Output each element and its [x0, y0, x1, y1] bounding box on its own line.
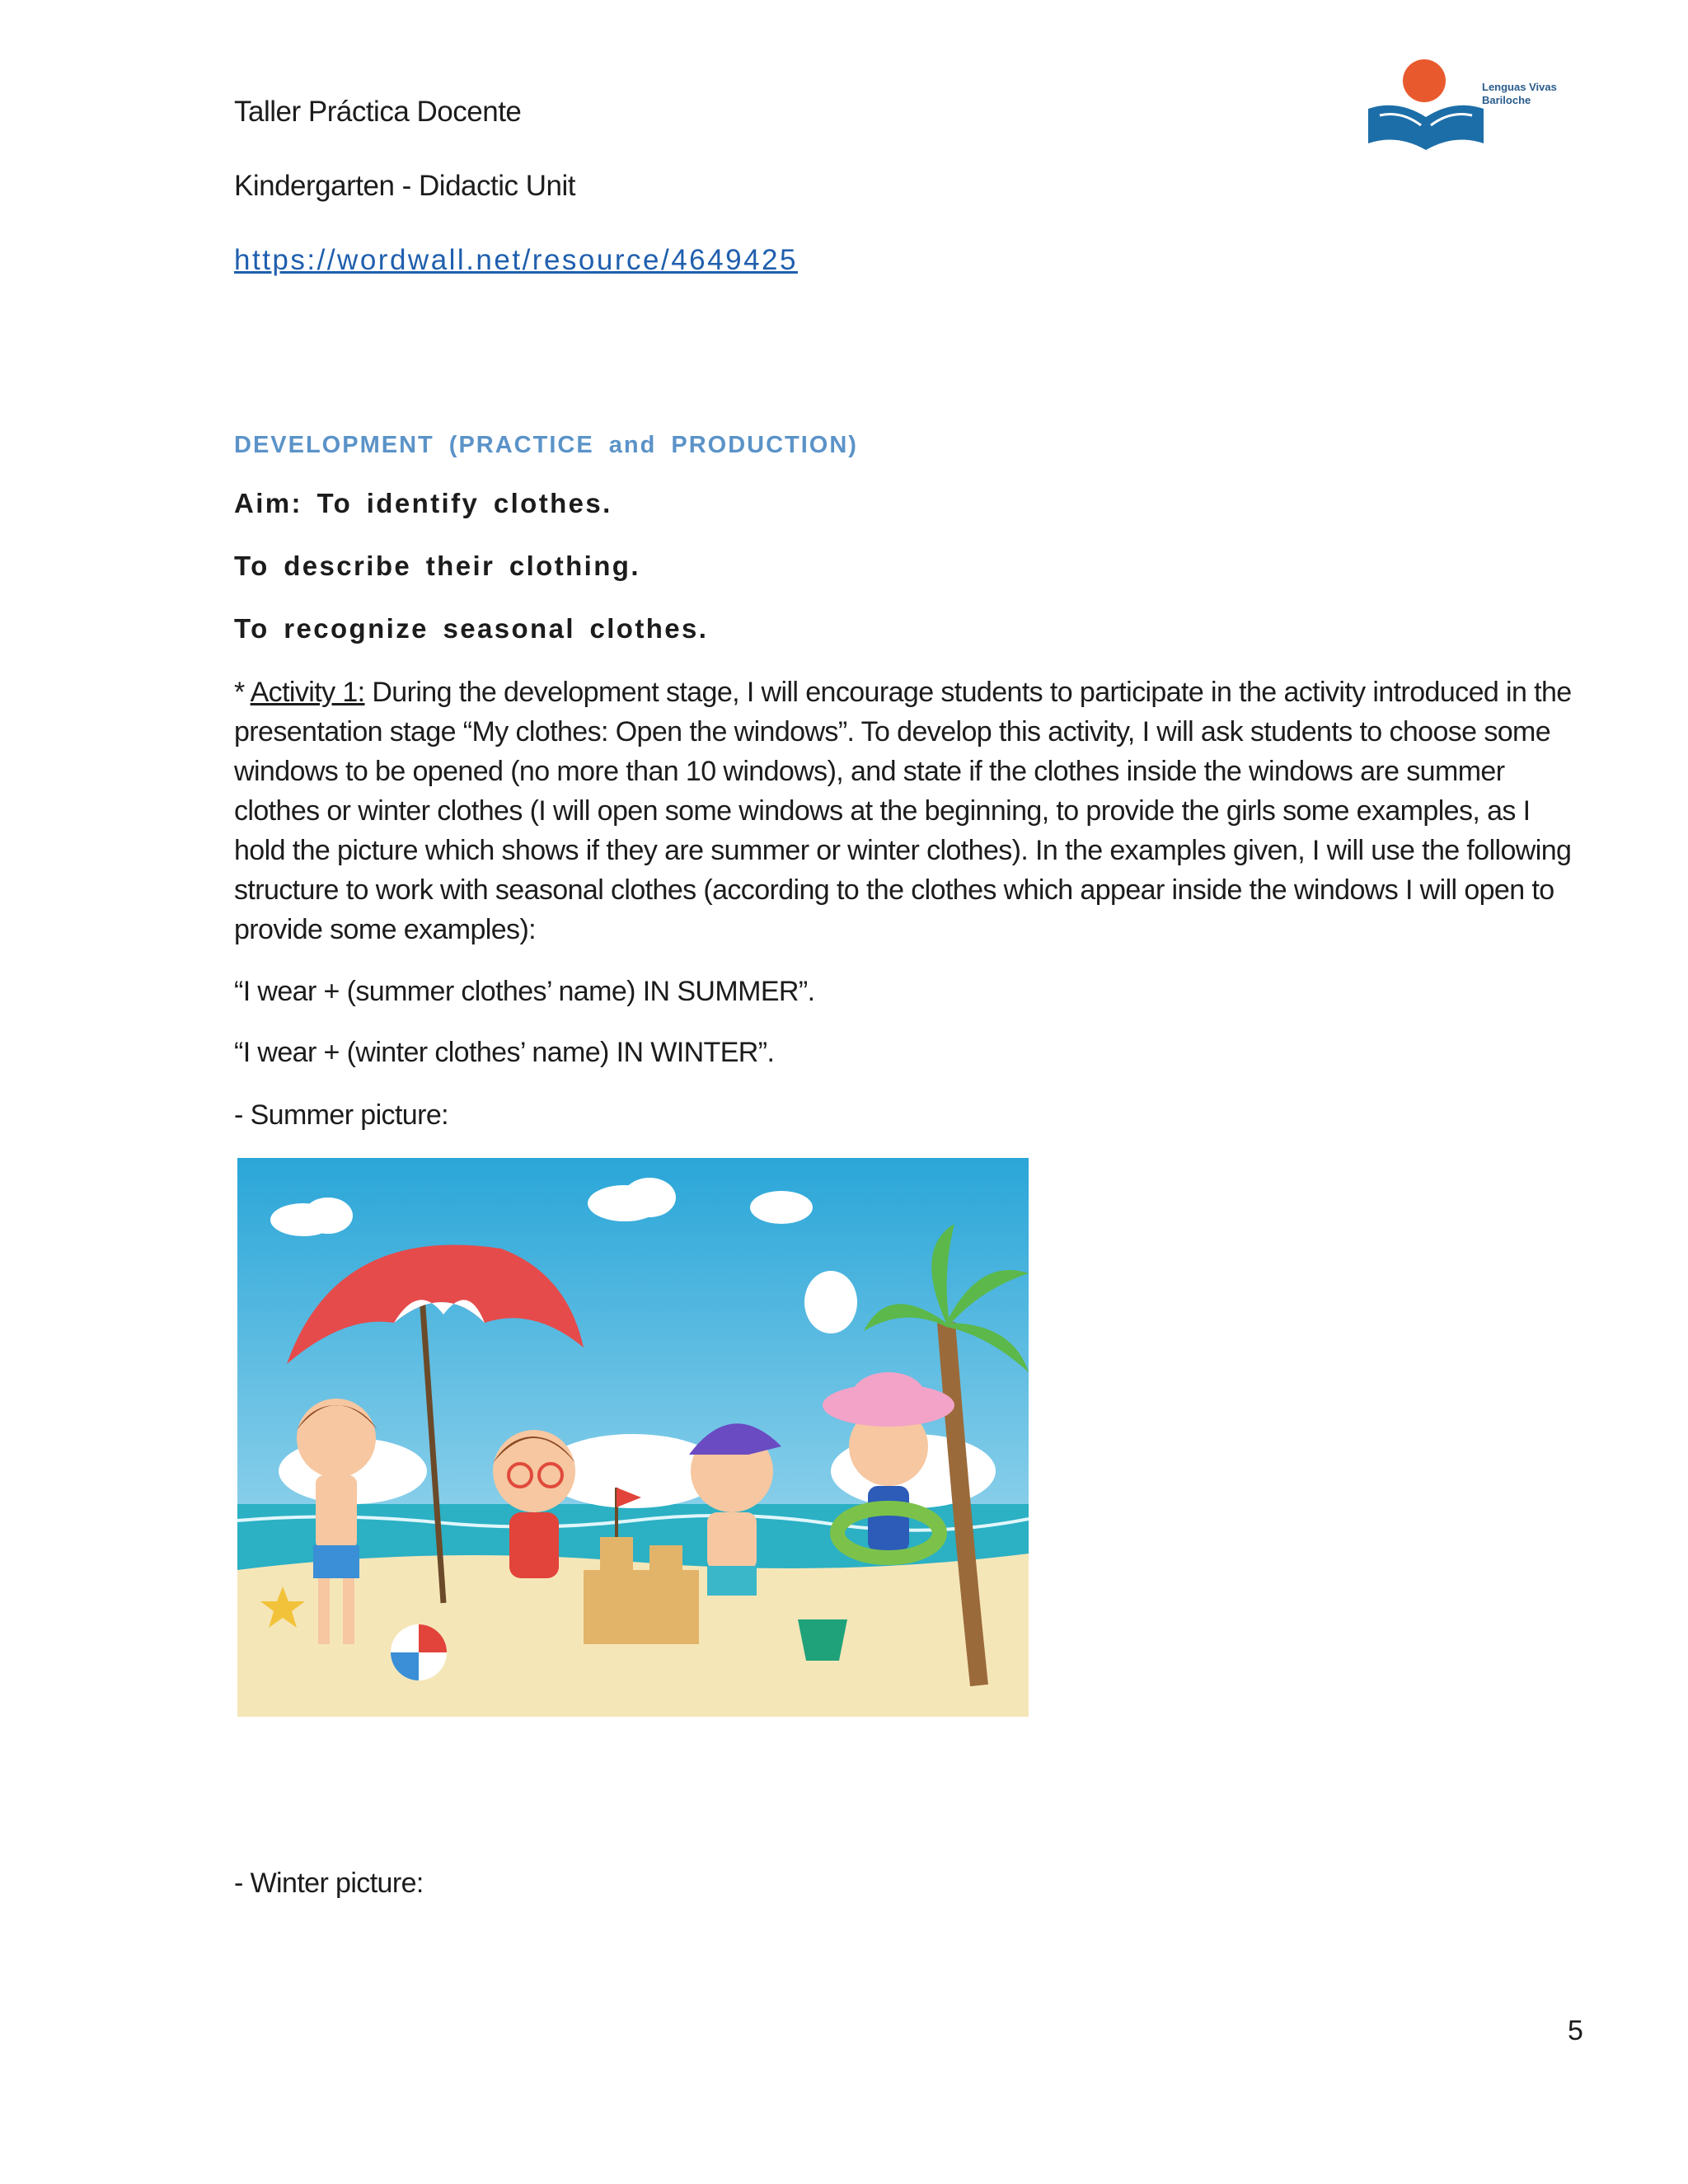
activity-prefix: * — [234, 677, 251, 708]
aim-line-1: Aim: To identify clothes. — [234, 488, 612, 518]
winter-caption: - Winter picture: — [234, 1868, 424, 1899]
bucket-icon — [798, 1619, 847, 1661]
logo-book-left-icon — [1368, 105, 1426, 150]
wordwall-link[interactable]: https://wordwall.net/resource/4649425 — [234, 244, 798, 276]
activity-paragraph — [234, 673, 1586, 949]
summer-picture — [237, 1158, 1029, 1717]
winter-structure: “I wear + (winter clothes’ name) IN WINTER”. — [234, 1037, 775, 1068]
aim-line-2: To describe their clothing. — [234, 551, 640, 581]
school-logo — [1360, 58, 1582, 157]
logo-text-2: Bariloche — [1482, 94, 1531, 106]
page-number: 5 — [1568, 2015, 1583, 2046]
summer-structure: “I wear + (summer clothes’ name) IN SUMMER”. — [234, 976, 815, 1007]
section-heading: DEVELOPMENT (PRACTICE and PRODUCTION) — [234, 432, 858, 458]
logo-graphic — [1360, 58, 1582, 157]
aim-line-3: To recognize seasonal clothes. — [234, 613, 709, 644]
activity-label: Activity 1: — [250, 677, 365, 708]
course-title: Taller Práctica Docente — [234, 96, 522, 128]
activity-text: During the development stage, I will encourage students to participate in the activity introduced in the presentation stage “My clothes: Open the windows”. To develop this activity, I will ask students to choose some windows to be opened (no more than 10 windows), and state if the clothes inside the windows are summer clothes or winter clothes (I will open some windows at the beginning, to provide the girls some examples, as I hold the picture which shows if they are summer or winter clothes). In the examples given, I will use the following structure to work with seasonal clothes (according to the clothes which appear inside the windows I will open to provide some examples): — [234, 677, 1572, 945]
sun-icon — [804, 1271, 857, 1333]
summer-caption: - Summer picture: — [234, 1099, 448, 1131]
unit-title: Kindergarten - Didactic Unit — [234, 170, 575, 202]
logo-book-right-icon — [1426, 105, 1484, 150]
logo-text-1: Lenguas Vivas — [1482, 81, 1557, 93]
logo-sun-icon — [1403, 59, 1446, 102]
summer-illustration — [237, 1158, 1029, 1717]
